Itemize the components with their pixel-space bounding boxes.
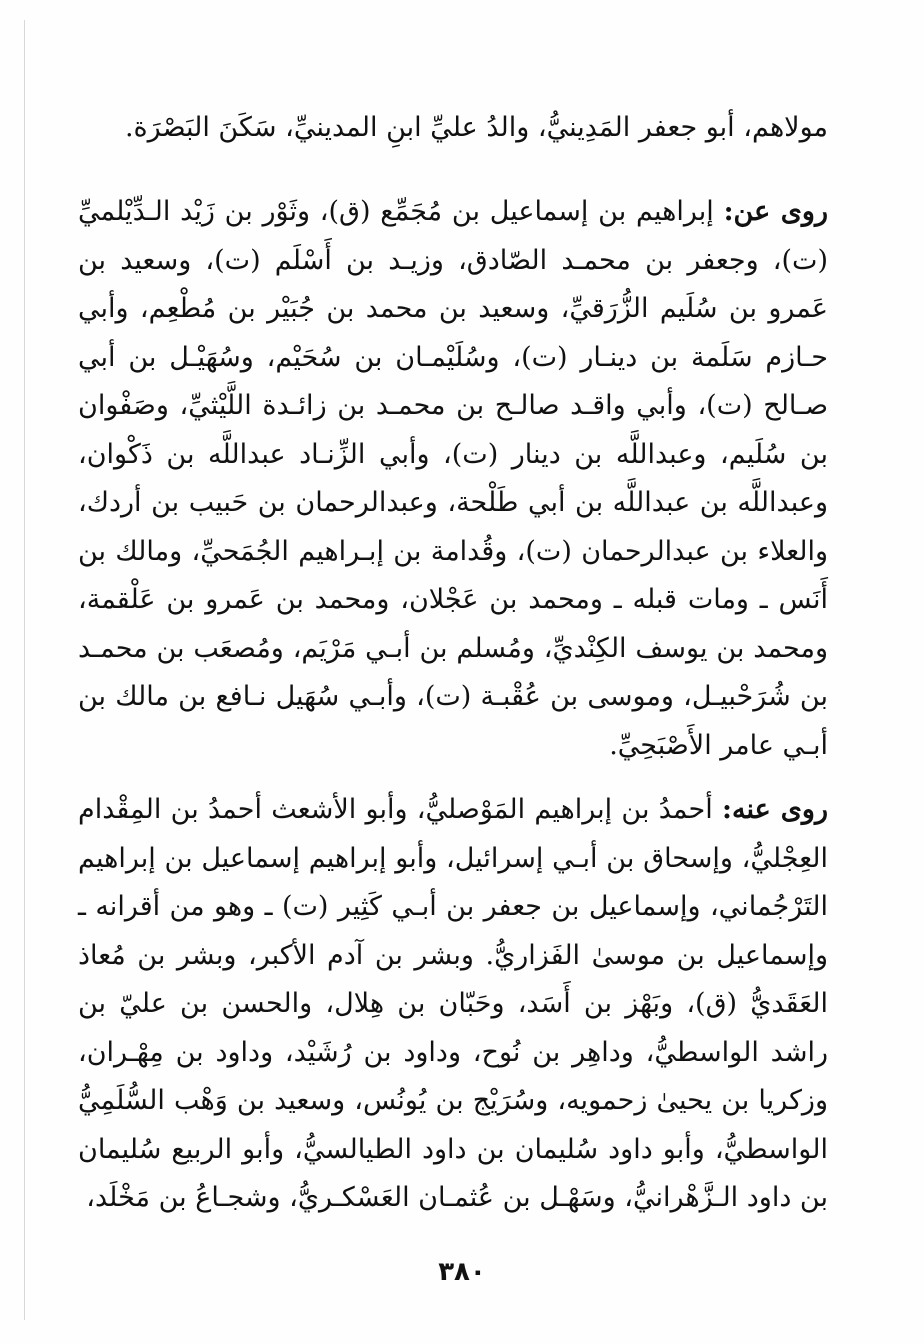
narrated-by-text: أحمدُ بن إبراهيم المَوْصليُّ، وأبو الأشعث أحمدُ بن المِقْدام العِجْليُّ، وإسحاق بن أبـي إسرائيل، وأبو إبراهيم إسماعيل بن إبراهيم التَرْجُماني، وإسماعيل بن جعفر بن أبـي كَثِير (ت) ـ وهو من أقرانه ـ وإسماعيل بن موسىٰ الفَزاريُّ. وبشر بن آدم الأكبر، وبشر بن مُعاذ العَقَديُّ (ق)، وبَهْز بن أَسَد، وحَبّان بن هِلال، والحسن بن عليّ بن راشد الواسطيُّ، وداهِر بن نُوح، وداود بن رُشَيْد، وداود بن مِهْـران، وزكريا بن يحيىٰ زحمويه، وسُرَيْج بن يُونُس، وسعيد بن وَهْب السُّلَمِيُّ الواسطيُّ، وأبو داود سُليمان بن داود الطيالسيُّ، وأبو الربيع سُليمان بن داود الـزَّهْرانيُّ، وسَهْـل بن عُثمـان العَسْكـريُّ، وشجـاعُ بن مَخْلَد،: [78, 794, 828, 1213]
narrated-by-label: روى عنه:: [722, 794, 828, 825]
narrated-from-text: إبراهيم بن إسماعيل بن مُجَمِّع (ق)، وثَوْر بن زَيْد الـدِّيْلميِّ (ت)، وجعفر بن محمـد الصّادق، وزيـد بن أَسْلَم (ت)، وسعيد بن عَمرو بن سُلَيم الزُّرَقيِّ، وسعيد بن محمد بن جُبَيْر بن مُطْعِم، وأبي حـازم سَلَمة بن دينـار (ت)، وسُلَيْمـان بن سُحَيْم، وسُهَيْـل بن أبي صـالح (ت)، وأبي واقـد صالـح بن محمـد بن زائـدة اللَّيْثيِّ، وصَفْوان بن سُلَيم، وعبداللَّه بن دينار (ت)، وأبي الزِّنـاد عبداللَّه بن ذَكْوان، وعبداللَّه بن عبداللَّه بن أبي طَلْحة، وعبدالرحمان بن حَبيب بن أردك، والعلاء بن عبدالرحمان (ت)، وقُدامة بن إبـراهيم الجُمَحيِّ، ومالك بن أَنَس ـ ومات قبله ـ ومحمد بن عَجْلان، ومحمد بن عَمرو بن عَلْقمة، ومحمد بن يوسف الكِنْديِّ، ومُسلم بن أبـي مَرْيَم، ومُصعَب بن محمـد بن شُرَحْبيـل، وموسى بن عُقْبـة (ت)، وأبـي سُهَيل نـافع بن مالك بن أبـي عامر الأَصْبَحِيِّ.: [78, 196, 828, 761]
intro-text: مولاهم، أبو جعفر المَدِينيُّ، والدُ عليِّ ابنِ المدينيِّ، سَكَنَ البَصْرَة.: [124, 112, 828, 143]
narrated-by-paragraph: [78, 786, 828, 1223]
narrated-from-paragraph: [78, 188, 828, 770]
narrated-from-label: روى عن:: [723, 196, 828, 227]
narrated-from-section: [78, 188, 828, 770]
intro-paragraph: [78, 104, 828, 153]
narrated-by-section: [78, 786, 828, 1223]
page-edge-line: [24, 20, 25, 1320]
page-number: ٣٨٠: [438, 1257, 486, 1287]
